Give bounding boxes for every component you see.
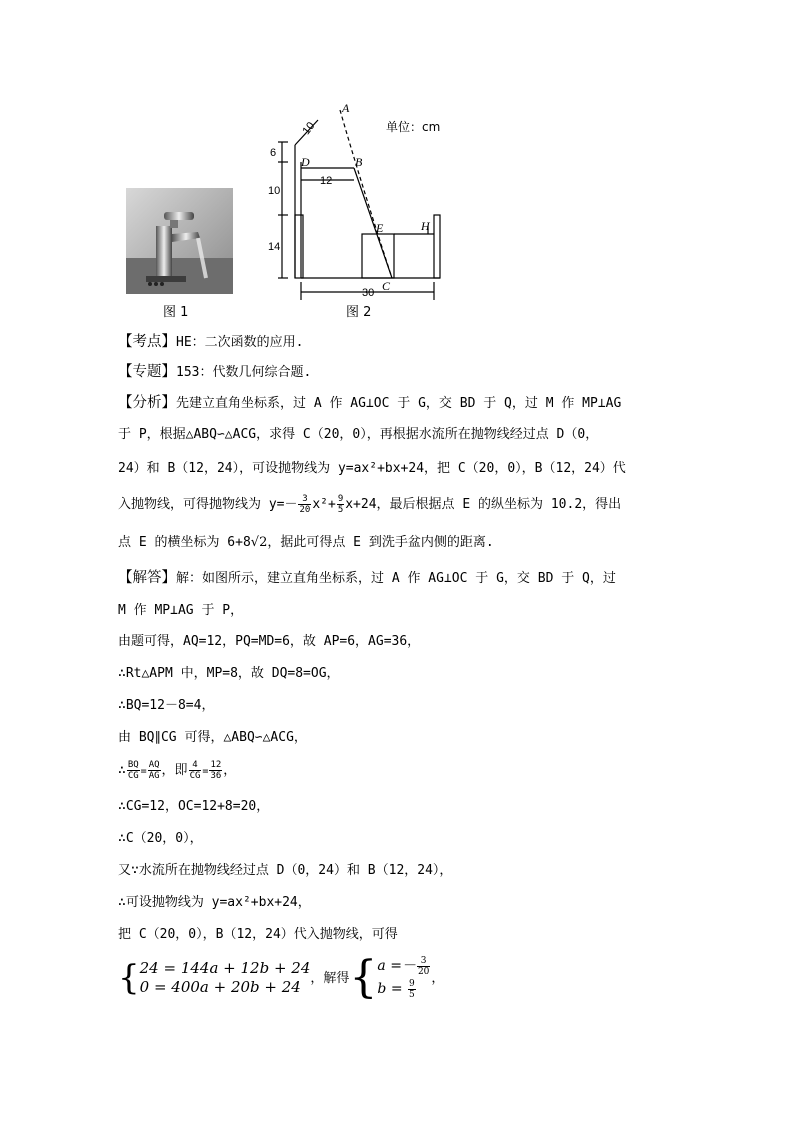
jieda-line-7	[118, 760, 236, 782]
zhuanti-line	[118, 362, 311, 383]
fenxi-text-4c: x+24，最后根据点 E 的纵坐标为 10.2，得出	[345, 497, 622, 512]
label-A: A	[342, 101, 350, 115]
fenxi-text-5b: ，据此可得点 E 到洗手盆内侧的距离.	[267, 535, 494, 550]
system-equations	[140, 959, 311, 997]
sqrt-2: √2	[250, 535, 268, 550]
solution-end: ，	[431, 971, 445, 986]
fenxi-text-4a: 入抛物线，可得抛物线为 y=－	[118, 497, 298, 512]
dim-12: 12	[320, 175, 333, 187]
kaodian-line	[118, 332, 303, 353]
therefore-symbol: ∴	[118, 763, 126, 778]
jieda-line-4: ∴Rt△APM 中，MP=8，故 DQ=8=OG，	[118, 666, 340, 681]
jieda-text-7mid: ，即	[161, 763, 188, 778]
ratio-4-cg: $\frac{4}{CG}$	[189, 760, 201, 781]
figure1-caption: 图 1	[163, 305, 189, 320]
jieda-line-11: ∴可设抛物线为 y=ax²+bx+24，	[118, 895, 311, 910]
label-H: H	[421, 219, 430, 233]
label-C: C	[382, 279, 391, 293]
jieda-line-9: ∴C（20，0），	[118, 831, 203, 846]
kaodian-tag: 【考点】	[118, 334, 176, 350]
system-solution	[377, 955, 431, 1001]
jieda-line-3: 由题可得，AQ=12，PQ=MD=6，故 AP=6，AG=36，	[118, 634, 421, 649]
fraction-3-20: $\frac{3}{20}$	[299, 494, 311, 515]
jieda-text-1: 解：如图所示，建立直角坐标系，过 A 作 AG⊥OC 于 G，交 BD 于 Q，过	[176, 571, 616, 586]
fenxi-line-5	[118, 533, 494, 553]
fraction-a-value: $\frac{3}{20}$	[417, 955, 430, 977]
unit-label: 单位：cm	[386, 120, 441, 134]
jieda-tag: 【解答】	[118, 570, 176, 586]
fenxi-text-4b: x²+	[312, 497, 336, 512]
fenxi-line-1	[118, 393, 621, 414]
jieda-line-6: 由 BQ∥CG 可得，△ABQ∽△ACG，	[118, 730, 307, 745]
fenxi-text-1: 先建立直角坐标系，过 A 作 AG⊥OC 于 G，交 BD 于 Q，过 M 作 MP⊥AG	[176, 396, 622, 411]
left-brace-2: {	[349, 952, 378, 1003]
dim-10b: 10	[268, 185, 281, 197]
fenxi-line-4	[118, 494, 621, 515]
solution-a: a =－	[377, 958, 416, 974]
fenxi-text-5a: 点 E 的横坐标为 6+8	[118, 535, 251, 550]
jieda-line-12: 把 C（20，0），B（12，24）代入抛物线，可得	[118, 927, 398, 942]
jieda-line-8: ∴CG=12，OC=12+8=20，	[118, 799, 270, 814]
faucet-photo	[126, 188, 233, 294]
jieda-line-10: 又∵水流所在抛物线经过点 D（0，24）和 B（12，24），	[118, 863, 453, 878]
kaodian-text: HE：二次函数的应用.	[176, 335, 304, 350]
label-B: B	[355, 155, 363, 169]
fenxi-tag: 【分析】	[118, 395, 176, 411]
fenxi-line-2: 于 P，根据△ABQ∽△ACG，求得 C（20，0），再根据水流所在抛物线经过点 D（0，	[118, 427, 599, 442]
zhuanti-text: 153：代数几何综合题.	[176, 365, 312, 380]
label-D: D	[301, 155, 310, 169]
system-eq-1: 24 = 144a + 12b + 24	[139, 959, 311, 977]
label-E: E	[376, 221, 384, 235]
equation-system	[118, 952, 445, 1003]
fenxi-line-3: 24）和 B（12，24），可设抛物线为 y=ax²+bx+24，把 C（20，0），B（12，24）代	[118, 461, 626, 476]
equals-sign-2: =	[202, 766, 209, 777]
zhuanti-tag: 【专题】	[118, 364, 176, 380]
faucet-diagram	[268, 100, 468, 310]
jieda-line-5: ∴BQ=12－8=4，	[118, 698, 215, 713]
ratio-aq-ag: $\frac{AQ}{AG}$	[148, 760, 160, 781]
system-eq-2: 0 = 400a + 20b + 24	[139, 978, 301, 996]
dim-6: 6	[270, 147, 277, 159]
dim-30: 30	[362, 287, 375, 299]
jieda-solve-text: ，解得	[310, 971, 350, 986]
jieda-line-1	[118, 568, 616, 589]
ratio-12-36: $\frac{12}{36}$	[210, 760, 222, 781]
left-brace-1: {	[118, 958, 140, 998]
figure2-caption: 图 2	[346, 305, 372, 320]
jieda-line-2: M 作 MP⊥AG 于 P，	[118, 603, 244, 618]
dim-10a: 10	[300, 119, 318, 138]
fraction-b-value: $\frac{9}{5}$	[409, 978, 415, 1000]
jieda-text-7end: ，	[223, 763, 237, 778]
solution-b: b =	[377, 981, 403, 997]
fraction-9-5: $\frac{9}{5}$	[337, 494, 344, 515]
ratio-bq-cg: $\frac{BQ}{CG}$	[127, 760, 139, 781]
dim-14: 14	[268, 241, 281, 253]
equals-sign-1: =	[140, 766, 147, 777]
